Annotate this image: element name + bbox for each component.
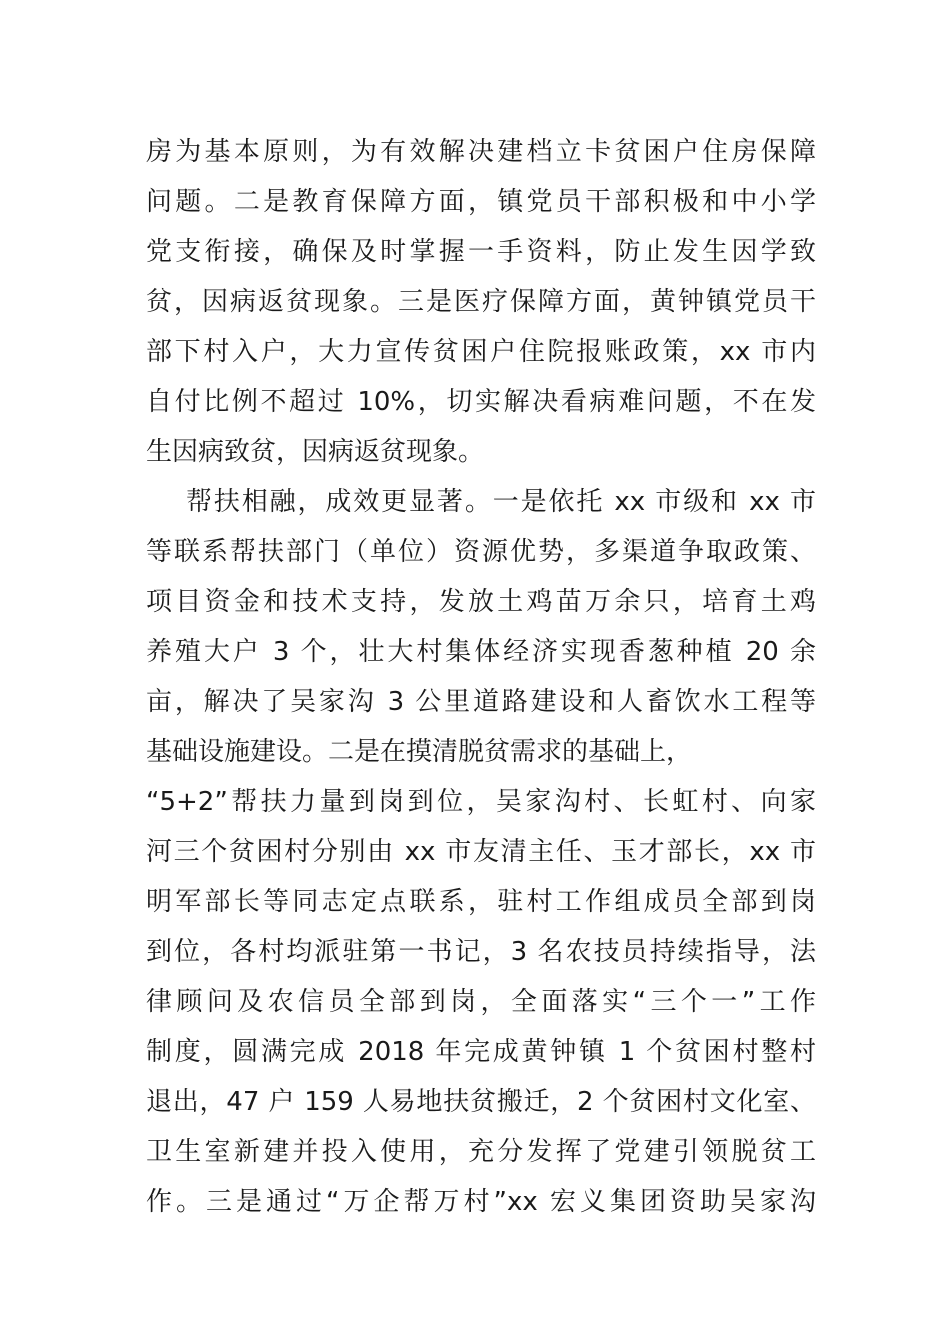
text-line: 自付比例不超过 10%，切实解决看病难问题，不在发: [146, 387, 816, 417]
text-line: 明军部长等同志定点联系，驻村工作组成员全部到岗: [146, 887, 816, 917]
text-line: 河三个贫困村分别由 xx 市友清主任、玉才部长，xx 市: [146, 837, 816, 867]
text-line: 退出，47 户 159 人易地扶贫搬迁，2 个贫困村文化室、: [146, 1087, 816, 1117]
text-line: 基础设施建设。二是在摸清脱贫需求的基础上，: [146, 737, 693, 767]
text-line: 养殖大户 3 个，壮大村集体经济实现香葱种植 20 余: [146, 637, 816, 667]
text-line: 生因病致贫，因病返贫现象。: [146, 437, 485, 467]
text-line: 党支衔接，确保及时掌握一手资料，防止发生因学致: [146, 237, 816, 267]
text-line: 亩，解决了吴家沟 3 公里道路建设和人畜饮水工程等: [146, 687, 816, 717]
text-line: 卫生室新建并投入使用，充分发挥了党建引领脱贫工: [146, 1137, 816, 1167]
text-line: “5+2”帮扶力量到岗到位，吴家沟村、长虹村、向家: [146, 787, 816, 817]
text-line: 律顾问及农信员全部到岗，全面落实“三个一”工作: [146, 987, 816, 1017]
text-line: 到位，各村均派驻第一书记，3 名农技员持续指导，法: [146, 937, 816, 967]
text-line: 帮扶相融，成效更显著。一是依托 xx 市级和 xx 市: [186, 487, 816, 517]
text-line: 问题。二是教育保障方面，镇党员干部积极和中小学: [146, 187, 816, 217]
text-line: 制度，圆满完成 2018 年完成黄钟镇 1 个贫困村整村: [146, 1037, 816, 1067]
text-line: 房为基本原则，为有效解决建档立卡贫困户住房保障: [146, 137, 816, 167]
body-text: [146, 127, 816, 1227]
text-line: 部下村入户，大力宣传贫困户住院报账政策，xx 市内: [146, 337, 816, 367]
text-line: 贫，因病返贫现象。三是医疗保障方面，黄钟镇党员干: [146, 287, 816, 317]
text-line: 等联系帮扶部门（单位）资源优势，多渠道争取政策、: [146, 537, 816, 567]
paragraph-2: [146, 477, 816, 1227]
text-line: 作。三是通过“万企帮万村”xx 宏义集团资助吴家沟: [146, 1187, 816, 1217]
paragraph-1: [146, 127, 816, 477]
text-line: 项目资金和技术支持，发放土鸡苗万余只，培育土鸡: [146, 587, 816, 617]
